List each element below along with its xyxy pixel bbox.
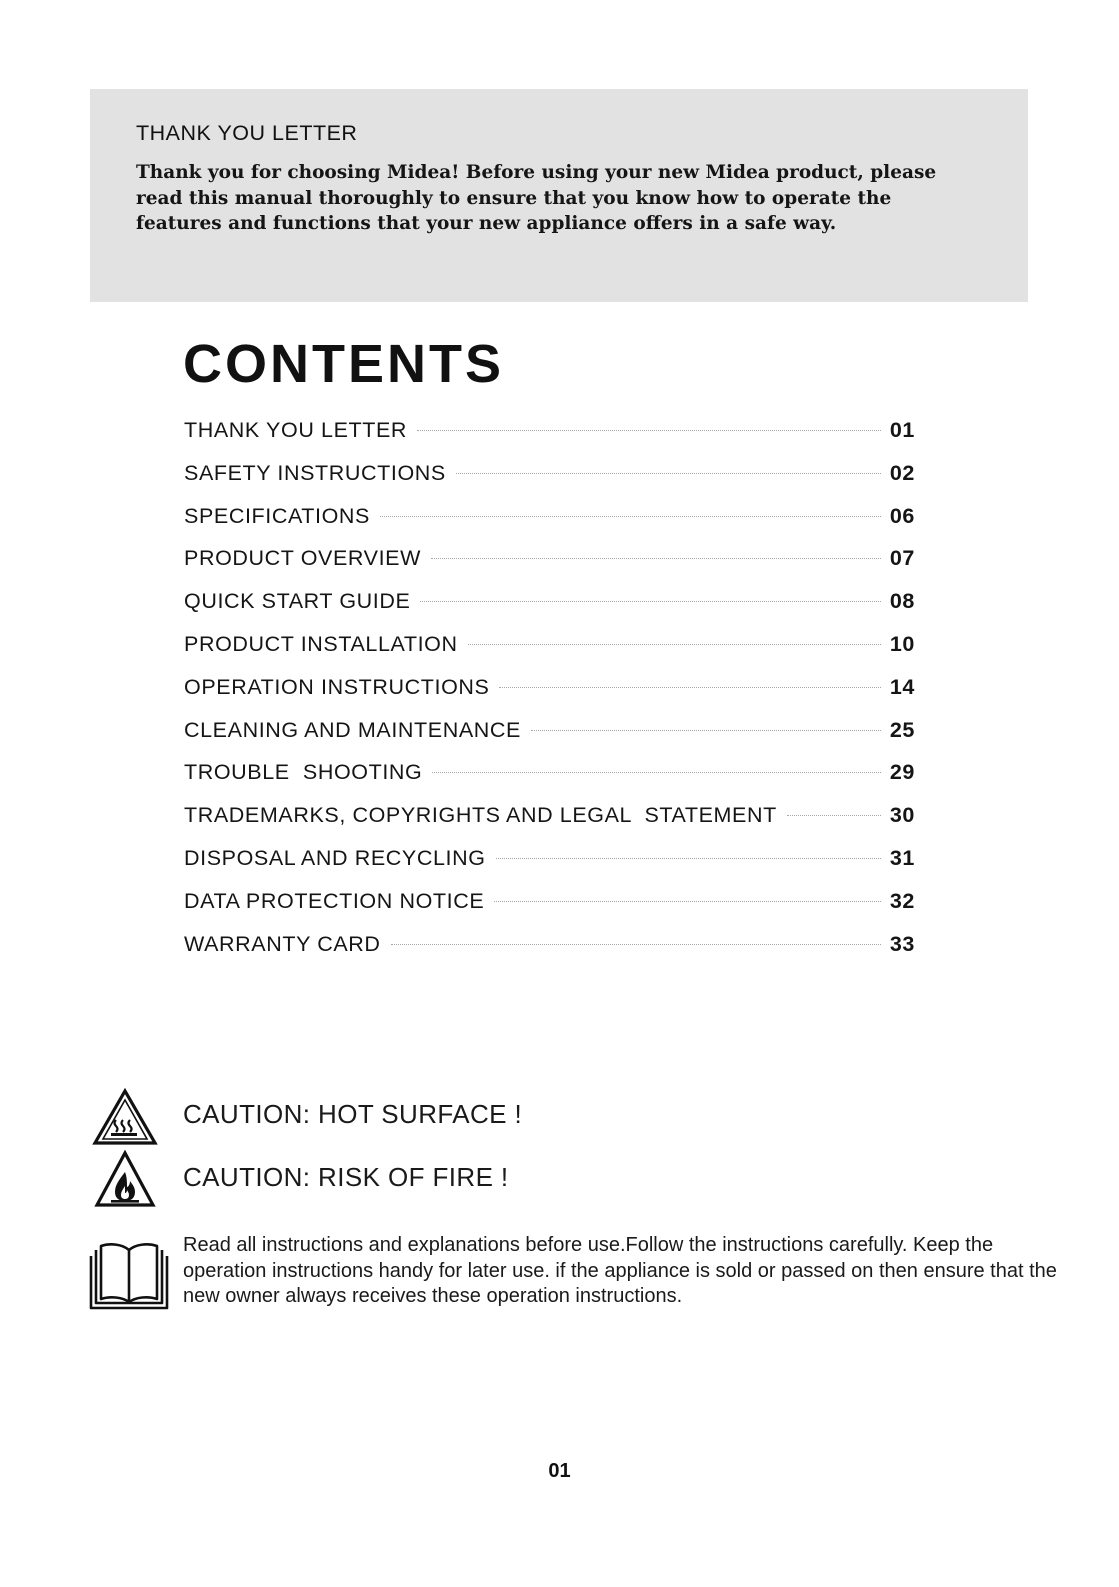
toc-item-title: OPERATION INSTRUCTIONS	[184, 674, 490, 699]
toc-leader-dots	[432, 772, 881, 773]
toc-item	[184, 803, 915, 846]
toc-item-page: 07	[889, 546, 915, 571]
toc-item-title: DATA PROTECTION NOTICE	[184, 888, 485, 913]
letter-heading: THANK YOU LETTER	[136, 121, 358, 145]
toc-item	[184, 589, 915, 632]
toc-item-title: PRODUCT INSTALLATION	[184, 631, 458, 656]
toc-item-page: 10	[889, 631, 915, 656]
toc-leader-dots	[787, 815, 881, 816]
toc-item	[184, 632, 915, 675]
hot-surface-warning-icon	[92, 1088, 158, 1146]
toc-item-title: PRODUCT OVERVIEW	[184, 546, 421, 571]
toc-item-page: 06	[889, 503, 915, 528]
toc-leader-dots	[499, 687, 881, 688]
toc-leader-dots	[456, 473, 881, 474]
toc-item	[184, 760, 915, 803]
toc-item-page: 29	[889, 760, 915, 785]
toc-item-title: SAFETY INSTRUCTIONS	[184, 460, 446, 485]
toc-item	[184, 718, 915, 761]
toc-item-page: 25	[889, 717, 915, 742]
caution-hot-surface: CAUTION: HOT SURFACE !	[183, 1099, 523, 1129]
toc-item	[184, 889, 915, 932]
toc-leader-dots	[417, 430, 881, 431]
toc-item-page: 32	[889, 888, 915, 913]
table-of-contents	[184, 418, 915, 974]
contents-title: CONTENTS	[183, 334, 504, 394]
toc-item-title: QUICK START GUIDE	[184, 589, 411, 614]
toc-leader-dots	[494, 901, 881, 902]
toc-leader-dots	[468, 644, 881, 645]
fire-warning-icon	[94, 1150, 156, 1208]
toc-item-title: TROUBLE SHOOTING	[184, 760, 423, 785]
toc-item	[184, 846, 915, 889]
toc-leader-dots	[431, 558, 881, 559]
toc-item	[184, 418, 915, 461]
toc-leader-dots	[496, 858, 881, 859]
toc-item	[184, 932, 915, 975]
toc-item-page: 08	[889, 589, 915, 614]
toc-leader-dots	[391, 944, 881, 945]
toc-item-title: TRADEMARKS, COPYRIGHTS AND LEGAL STATEMENT	[184, 803, 777, 828]
toc-item-page: 30	[889, 803, 915, 828]
open-book-icon	[88, 1242, 170, 1312]
toc-item-title: WARRANTY CARD	[184, 931, 381, 956]
toc-item	[184, 546, 915, 589]
toc-item-page: 33	[889, 931, 915, 956]
toc-item-page: 02	[889, 460, 915, 485]
toc-leader-dots	[531, 730, 881, 731]
toc-leader-dots	[380, 516, 881, 517]
toc-item	[184, 675, 915, 718]
thank-you-letter-box	[90, 89, 1028, 302]
read-instructions-note: Read all instructions and explanations before use.Follow the instructions carefully. Keep the operation instructions handy for later use. if the appliance is sold or passed on then ensure that the new owner always receives these operation instructions.	[183, 1234, 1057, 1307]
toc-item-title: SPECIFICATIONS	[184, 503, 370, 528]
toc-item-title: CLEANING AND MAINTENANCE	[184, 717, 521, 742]
letter-body: Thank you for choosing Midea! Before using your new Midea product, please read this manual thoroughly to ensure that you know how to operate the features and functions that your new appliance offers in a safe way.	[136, 162, 937, 234]
toc-item-page: 31	[889, 845, 915, 870]
toc-item-page: 14	[889, 674, 915, 699]
toc-item-title: THANK YOU LETTER	[184, 418, 408, 442]
toc-leader-dots	[420, 601, 881, 602]
toc-item-title: DISPOSAL AND RECYCLING	[184, 845, 486, 870]
caution-risk-of-fire: CAUTION: RISK OF FIRE !	[183, 1162, 509, 1192]
toc-item	[184, 461, 915, 504]
toc-item-page: 01	[889, 418, 915, 442]
toc-item	[184, 504, 915, 547]
page-number: 01	[548, 1460, 571, 1482]
